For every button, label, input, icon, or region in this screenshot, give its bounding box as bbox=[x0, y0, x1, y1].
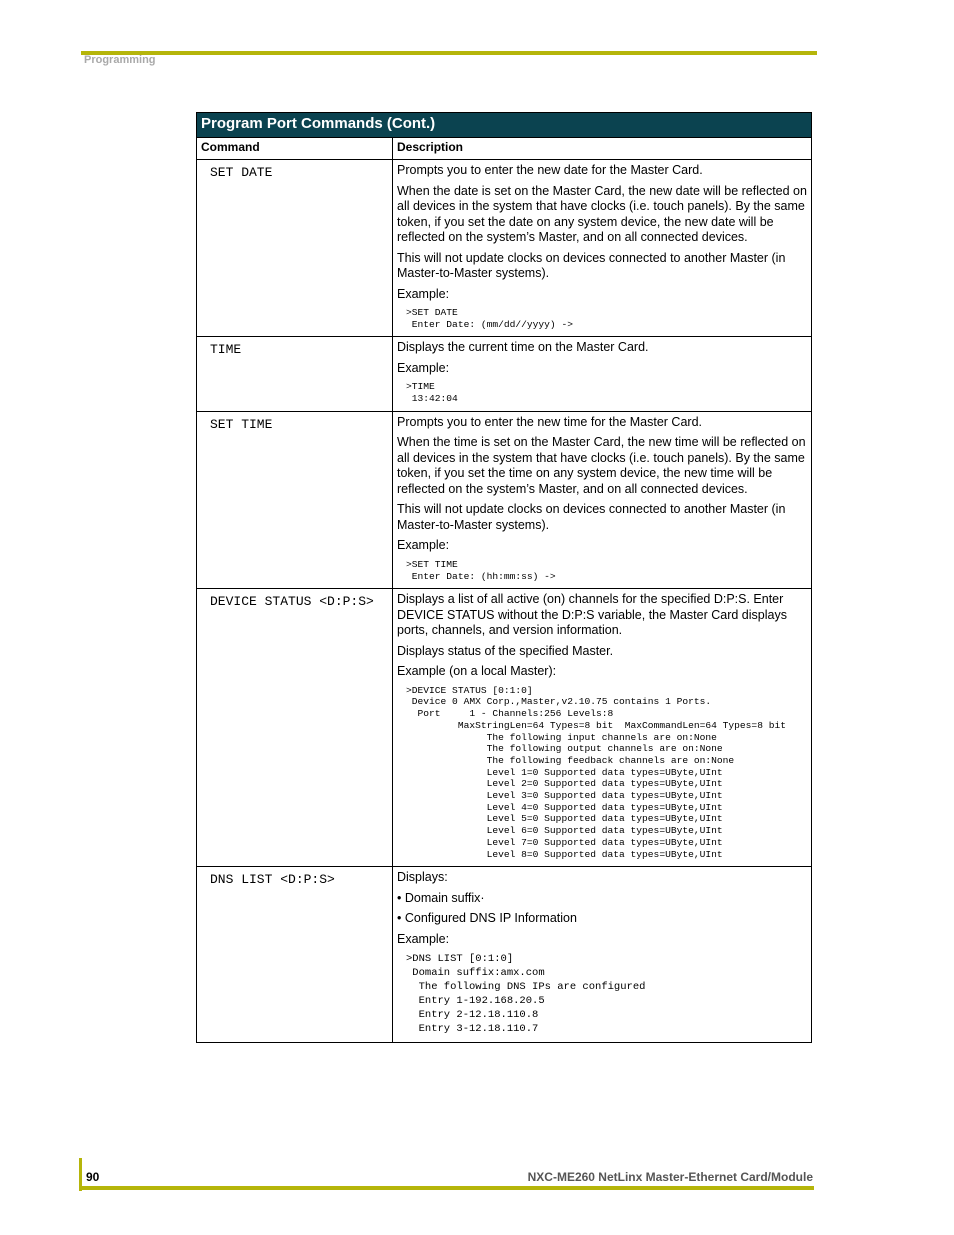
table-row bbox=[197, 867, 812, 1043]
command-cell: SET TIME bbox=[197, 411, 393, 588]
table-title: Program Port Commands (Cont.) bbox=[197, 113, 812, 138]
description-text: Displays status of the specified Master. bbox=[397, 643, 614, 658]
description-text: Displays a list of all active (on) channels for the specified D:P:S. Enter DEVICE STATUS without the D:P:S variable, the Master Card displays ports, channels, and version information. bbox=[397, 592, 787, 638]
description-cell bbox=[393, 160, 812, 337]
section-label: Programming bbox=[84, 54, 156, 66]
description-text: Displays: bbox=[397, 870, 448, 885]
code-example: >DNS LIST [0:1:0] Domain suffix:amx.com The following DNS IPs are configured Entry 1-192.168.20.5 Entry 2-12.18.110.8 Entry 3-12.18.110.7 bbox=[406, 953, 646, 1036]
bullet-item: • Configured DNS IP Information bbox=[397, 911, 807, 927]
command-cell: DEVICE STATUS <D:P:S> bbox=[197, 589, 393, 867]
description-cell bbox=[393, 337, 812, 411]
column-header-description: Description bbox=[393, 138, 812, 160]
code-example: >TIME 13:42:04 bbox=[406, 381, 458, 405]
description-text: Example: bbox=[397, 538, 450, 553]
description-text: Displays the current time on the Master Card. bbox=[397, 340, 649, 355]
page-number: 90 bbox=[86, 1170, 100, 1184]
table-row bbox=[197, 160, 812, 337]
description-text: Prompts you to enter the new date for the Master Card. bbox=[397, 163, 703, 177]
column-header-command: Command bbox=[197, 138, 393, 160]
description-text: This will not update clocks on devices connected to another Master (in Master-to-Master systems). bbox=[397, 502, 786, 532]
table-row bbox=[197, 589, 812, 867]
description-text: Example (on a local Master): bbox=[397, 664, 557, 679]
program-port-commands-table bbox=[196, 112, 812, 1043]
description-cell bbox=[393, 589, 812, 867]
description-text: When the date is set on the Master Card, the new date will be reflected on all devices in the system that have clocks (i.e. touch panels). By the same token, if you set the date on any system device, the new date will be reflected on the system’s Master, and on all connected devices. bbox=[397, 183, 807, 244]
description-cell bbox=[393, 411, 812, 588]
table-row bbox=[197, 337, 812, 411]
description-text: Example: bbox=[397, 286, 450, 301]
code-example: >SET TIME Enter Date: (hh:mm:ss) -> bbox=[406, 558, 556, 582]
header-rule bbox=[81, 51, 817, 55]
table-row bbox=[197, 411, 812, 588]
description-text: When the time is set on the Master Card, the new time will be reflected on all devices in the system that have clocks (i.e. touch panels). By the same token, if you set the time on any system device, the new time will be reflected on the system’s Master, and on all connected devices. bbox=[397, 435, 806, 496]
description-text: Example: bbox=[397, 931, 450, 946]
command-cell: TIME bbox=[197, 337, 393, 411]
footer-rule bbox=[79, 1186, 814, 1190]
description-text: This will not update clocks on devices connected to another Master (in Master-to-Master systems). bbox=[397, 250, 786, 280]
command-cell: SET DATE bbox=[197, 160, 393, 337]
bullet-item: • Domain suffix· bbox=[397, 891, 807, 907]
description-cell bbox=[393, 867, 812, 1043]
code-example: >DEVICE STATUS [0:1:0] Device 0 AMX Corp.,Master,v2.10.75 contains 1 Ports. Port 1 - Channels:256 Levels:8 MaxStringLen=64 Types=8 bit MaxCommandLen=64 Types=8 bit The following input channels are on:None The following output channels are on:None The following feedback channels are on:None Level 1=0 Supported data types=UByte,UInt Level 2=0 Supported data types=UByte,UInt Level 3=0 Supported data types=UByte,UInt Level 4=0 Supported data types=UByte,UInt Level 5=0 Supported data types=UByte,UInt Level 6=0 Supported data types=UByte,UInt Level 7=0 Supported data types=UByte,UInt Level 8=0 Supported data types=UByte,UInt bbox=[406, 684, 786, 860]
command-cell: DNS LIST <D:P:S> bbox=[197, 867, 393, 1043]
description-text: Example: bbox=[397, 360, 450, 375]
description-text: Prompts you to enter the new time for the Master Card. bbox=[397, 414, 702, 429]
document-title: NXC-ME260 NetLinx Master-Ethernet Card/Module bbox=[527, 1170, 813, 1184]
code-example: >SET DATE Enter Date: (mm/dd//yyyy) -> bbox=[406, 307, 573, 330]
